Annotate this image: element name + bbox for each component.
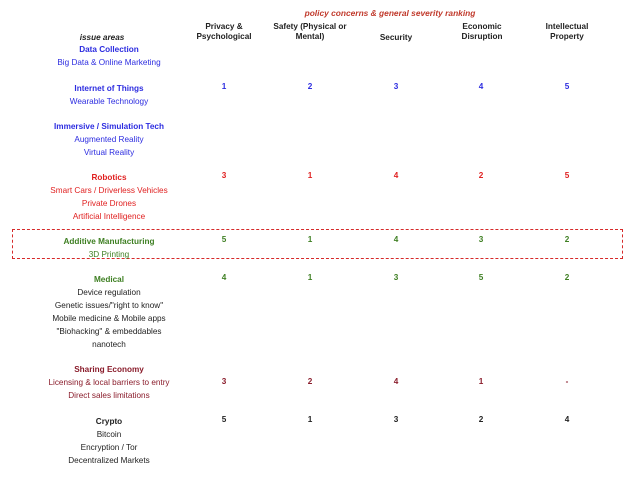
column-header-economic-text: Economic Disruption [461,22,503,41]
group-title: Sharing Economy [74,365,144,374]
group-title: Additive Manufacturing [63,237,155,246]
column-header-safety-text: Safety (Physical or Mental) [273,22,347,41]
value-security: 4 [393,171,399,180]
value-privacy: 5 [221,415,227,424]
value-safety: 1 [307,171,313,180]
value-economic: 3 [478,235,484,244]
column-header-privacy-text: Privacy & Psychological [196,22,252,41]
value-safety: 1 [307,415,313,424]
group-title: Immersive / Simulation Tech [54,122,164,131]
value-security: 3 [393,82,399,91]
column-header-security [351,33,441,43]
group-sub: 3D Printing [88,250,130,259]
value-privacy: 1 [221,82,227,91]
value-economic: 2 [478,171,484,180]
group-sub: Augmented Reality [74,135,144,144]
group-title: Data Collection [79,45,139,54]
group-title: Crypto [95,417,123,426]
values-internet-of-things [0,82,638,94]
value-security: 3 [393,415,399,424]
value-ip: 5 [564,171,570,180]
group-sub: Direct sales limitations [68,391,150,400]
group-sub: Wearable Technology [69,97,149,106]
group-sub: Private Drones [81,199,137,208]
value-economic: 5 [478,273,484,282]
value-safety: 2 [307,377,313,386]
value-ip: 4 [564,415,570,424]
group-sub: Mobile medicine & Mobile apps [52,314,166,323]
values-medical [0,273,638,285]
values-robotics [0,171,638,183]
value-ip: 2 [564,235,570,244]
group-sub: Encryption / Tor [80,443,138,452]
group-sub: Smart Cars / Driverless Vehicles [50,186,168,195]
group-title: Internet of Things [74,84,144,93]
group-title: Robotics [91,173,127,182]
value-security: 3 [393,273,399,282]
value-safety: 2 [307,82,313,91]
value-privacy: 3 [221,171,227,180]
group-sub: Big Data & Online Marketing [57,58,161,67]
group-sub: Virtual Reality [83,148,135,157]
group-sub: "Biohacking" & embeddables [56,327,162,336]
group-title: Medical [93,275,125,284]
value-safety: 1 [307,273,313,282]
value-economic: 4 [478,82,484,91]
values-additive-manufacturing [0,235,638,247]
column-header-ip [522,22,612,42]
column-header-privacy [179,22,269,42]
group-sub: Bitcoin [96,430,122,439]
value-safety: 1 [307,235,313,244]
value-privacy: 5 [221,235,227,244]
column-header-economic [437,22,527,42]
value-economic: 2 [478,415,484,424]
values-crypto [0,415,638,427]
value-privacy: 4 [221,273,227,282]
group-data-collection [14,43,204,69]
values-sharing-economy [0,377,638,389]
value-security: 4 [393,377,399,386]
policy-concerns-header: policy concerns & general severity ranking [304,8,476,18]
value-ip: 5 [564,82,570,91]
value-ip: 2 [564,273,570,282]
value-privacy: 3 [221,377,227,386]
group-sub: Licensing & local barriers to entry [48,378,170,387]
group-sub: Decentralized Markets [68,456,150,465]
group-sub: Device regulation [77,288,141,297]
value-security: 4 [393,235,399,244]
group-immersive-tech [14,120,204,159]
value-ip: - [565,377,569,386]
group-sub: Genetic issues/"right to know" [54,301,164,310]
issue-areas-label: issue areas [79,33,125,42]
column-header-safety [265,22,355,42]
group-sub: Artificial Intelligence [72,212,146,221]
column-header-security-text: Security [379,33,413,42]
value-economic: 1 [478,377,484,386]
group-sub: nanotech [92,340,126,349]
column-header-ip-text: Intellectual Property [545,22,589,41]
